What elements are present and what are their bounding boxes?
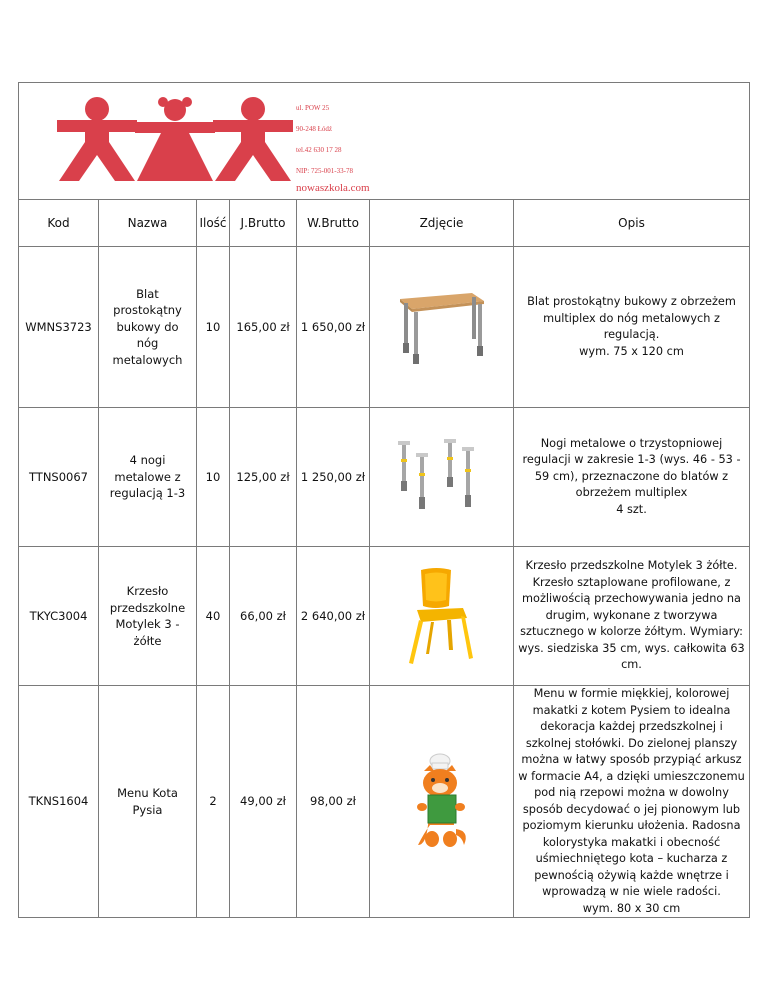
col-nazwa: Nazwa — [99, 200, 197, 247]
column-headers — [19, 200, 750, 247]
cell-wbrutto: 1 250,00 zł — [297, 408, 370, 547]
dimensions: wym. 80 x 30 cm — [582, 901, 681, 915]
address: ul. POW 25 — [296, 104, 330, 112]
description: Blat prostokątny bukowy z obrzeżem multiplex do nóg metalowych z regulacją. — [527, 295, 736, 341]
cell-opis — [514, 686, 750, 918]
table-row — [19, 247, 750, 408]
cell-photo — [370, 547, 514, 686]
contact-block — [296, 102, 370, 195]
description: Nogi metalowe o trzystopniowej regulacji w zakresie 1-3 (wys. 46 - 53 - 59 cm), przeznaczone do blatów z obrzeżem multiplex — [522, 436, 741, 500]
cell-jbrutto: 165,00 zł — [230, 247, 297, 408]
cell-ilosc: 10 — [197, 247, 230, 408]
description: Krzesło przedszkolne Motylek 3 żółte. Krzesło sztaplowane profilowane, z możliwością przechowywania jedno na drugim, wykonane z tworzywa sztucznego w kolorze żółtym. Wymiary: wys. siedziska 35 cm, wys. całkowita 63 cm. — [518, 559, 745, 672]
col-ilosc: Ilość — [197, 200, 230, 247]
description: Menu w formie miękkiej, kolorowej makatki z kotem Pysiem to idealna dekoracja każdej przedszkolnej i szkolnej stołówki. Do zielonej planszy można w łatwy sposób przypiąć arkusz w formacie A4, a dzięki umieszczonemu pod nią rzepowi można w dowolny sposób decydować o jej pionowym lub poziomym kierunku ułożenia. Radosna kolorystyka makatki i obecność uśmiechniętego kota – kucharza z pewnością ożywią każde wnętrze i wprowadzą w nie wiele radości. — [518, 687, 745, 898]
col-kod: Kod — [19, 200, 99, 247]
table-row — [19, 408, 750, 547]
cell-kod: TKNS1604 — [19, 686, 99, 918]
cell-nazwa: 4 nogi metalowe z regulacją 1-3 — [99, 408, 197, 547]
cell-kod: TKYC3004 — [19, 547, 99, 686]
cell-opis — [514, 247, 750, 408]
cat-menu-photo-icon — [412, 753, 472, 851]
cell-jbrutto: 66,00 zł — [230, 547, 297, 686]
cell-ilosc: 10 — [197, 408, 230, 547]
cell-wbrutto: 1 650,00 zł — [297, 247, 370, 408]
cell-nazwa: Menu Kota Pysia — [99, 686, 197, 918]
chair-photo-icon — [407, 566, 477, 666]
cell-wbrutto: 2 640,00 zł — [297, 547, 370, 686]
cell-kod: TTNS0067 — [19, 408, 99, 547]
table-row — [19, 686, 750, 918]
cell-jbrutto: 49,00 zł — [230, 686, 297, 918]
col-jbrutto: J.Brutto — [230, 200, 297, 247]
kids-logo-icon — [57, 97, 293, 181]
nip: NIP: 725-001-33-78 — [296, 167, 353, 175]
cell-photo — [370, 408, 514, 547]
dimensions: wym. 75 x 120 cm — [579, 344, 684, 358]
quantity-note: 4 szt. — [616, 502, 647, 516]
metal-legs-photo-icon — [394, 437, 490, 517]
cell-kod: WMNS3723 — [19, 247, 99, 408]
cell-photo — [370, 686, 514, 918]
cell-photo — [370, 247, 514, 408]
cell-ilosc: 2 — [197, 686, 230, 918]
product-table — [18, 82, 750, 918]
table-photo-icon — [394, 287, 490, 367]
col-opis: Opis — [514, 200, 750, 247]
cell-nazwa: Krzesło przedszkolne Motylek 3 - żółte — [99, 547, 197, 686]
cell-wbrutto: 98,00 zł — [297, 686, 370, 918]
letterhead — [19, 83, 750, 200]
col-zdjecie: Zdjęcie — [370, 200, 514, 247]
col-wbrutto: W.Brutto — [297, 200, 370, 247]
cell-jbrutto: 125,00 zł — [230, 408, 297, 547]
postal-code: 90-248 Łódź — [296, 125, 332, 133]
cell-ilosc: 40 — [197, 547, 230, 686]
cell-nazwa: Blat prostokątny bukowy do nóg metalowych — [99, 247, 197, 408]
website-link[interactable]: nowaszkola.com — [296, 182, 370, 194]
table-row — [19, 547, 750, 686]
cell-opis — [514, 408, 750, 547]
phone: tel.42 630 17 28 — [296, 146, 342, 154]
cell-opis — [514, 547, 750, 686]
